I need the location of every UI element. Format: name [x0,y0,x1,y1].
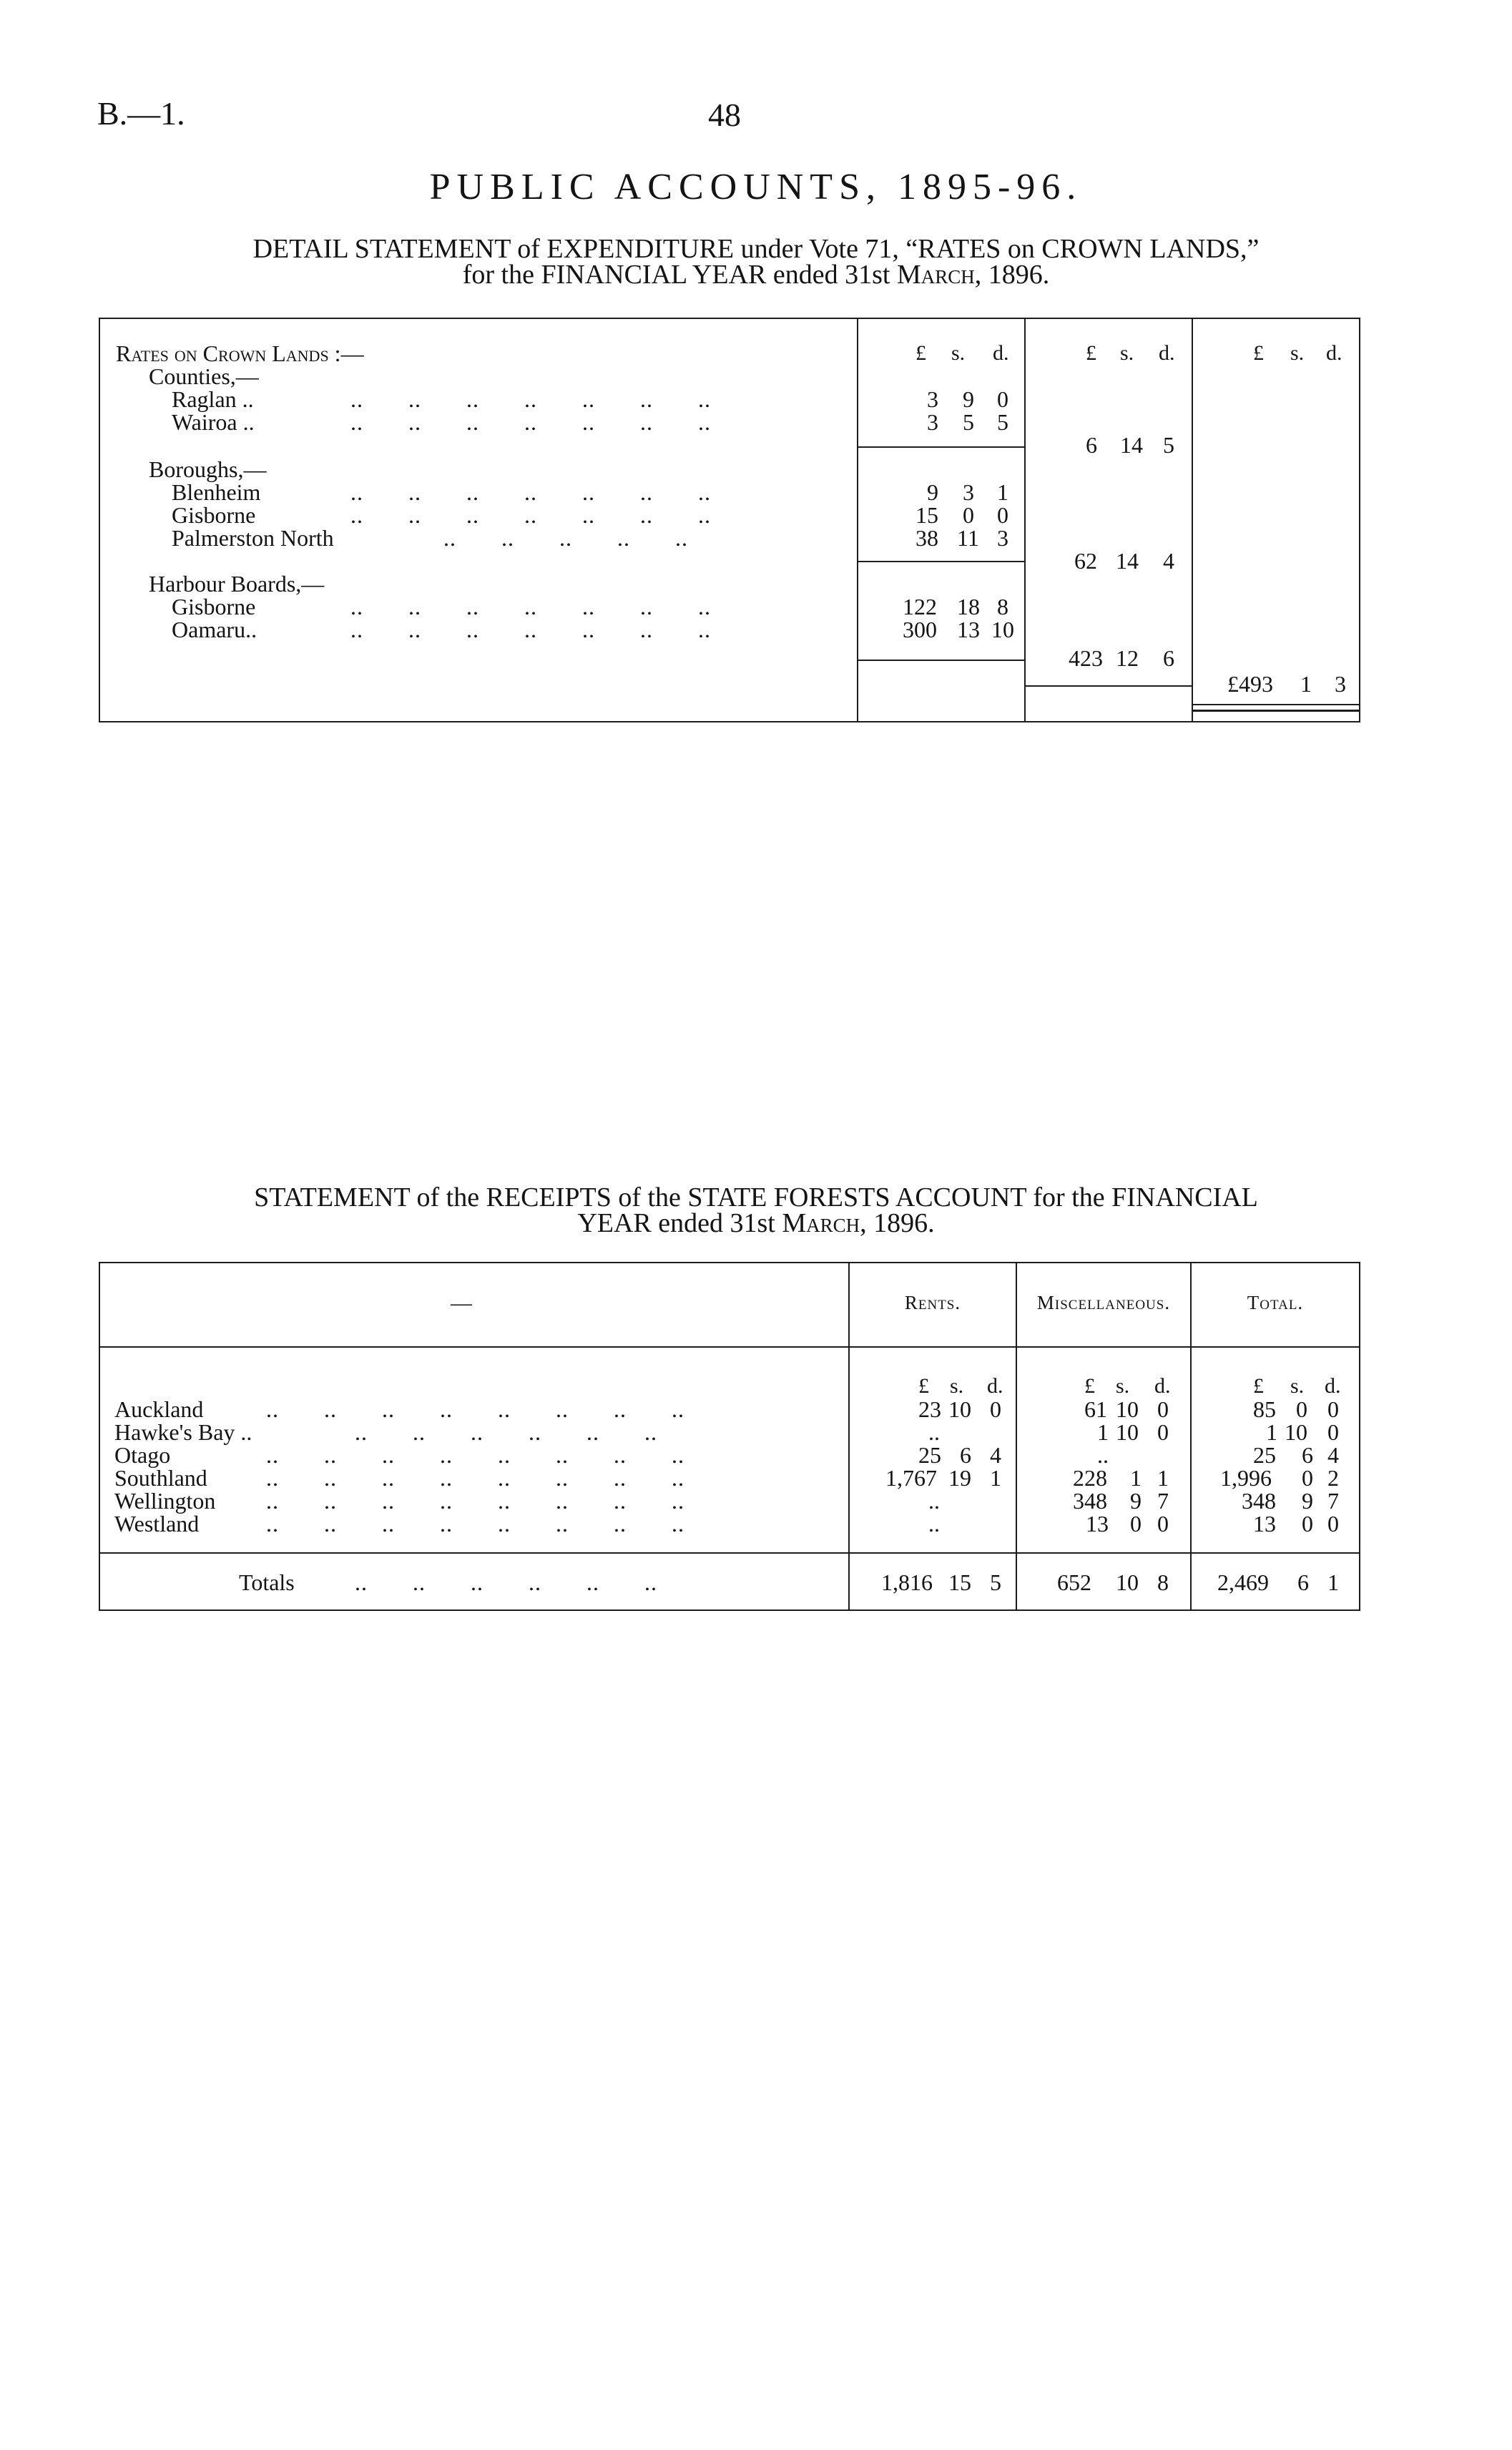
total-shilling-label: s. [1290,1374,1305,1398]
total-shillings: 0 [1302,1465,1313,1491]
total-pence: 0 [1327,1511,1339,1537]
subtotal-pounds: 423 [1069,645,1103,671]
total-shillings: 0 [1296,1396,1307,1422]
rents-pound-label: £ [918,1374,929,1398]
item-shillings: 0 [963,502,974,528]
totals-label: Totals [239,1569,295,1595]
item-pounds: 15 [915,502,938,528]
grand-total-pence: 3 [1335,671,1346,697]
total-shillings: 10 [1285,1419,1307,1445]
item-shillings: 3 [963,479,974,505]
misc-pounds: 61 [1084,1396,1107,1422]
subtotal-pence: 5 [1163,432,1174,458]
misc-shilling-label: s. [1116,1374,1130,1398]
totals-misc-pence: 8 [1157,1569,1169,1595]
table-row-name: Southland [114,1465,207,1491]
table2-caption-line1: STATEMENT of the RECEIPTS of the STATE FORESTS ACCOUNT for the FINANCIAL [254,1182,1258,1212]
item-pounds: 3 [927,386,938,412]
totals-total-pounds: 2,469 [1217,1569,1269,1595]
total-pound-label: £ [1253,1374,1264,1398]
item-name: Gisborne [172,594,256,619]
misc-pence-label: d. [1154,1374,1171,1398]
misc-shillings: 9 [1130,1488,1142,1514]
misc-pounds: 348 [1073,1488,1107,1514]
item-pence: 0 [997,386,1008,412]
grand-total-pounds: £493 [1227,671,1273,697]
col1-shilling-label: s. [951,341,966,365]
item-pence: 3 [997,525,1008,551]
rents-pence: 0 [990,1396,1001,1422]
total-pounds: 348 [1242,1488,1276,1514]
total-pence: 7 [1327,1488,1339,1514]
item-shillings: 5 [963,409,974,435]
totals-misc-pounds: 652 [1057,1569,1091,1595]
item-pence: 1 [997,479,1008,505]
rents-shilling-label: s. [950,1374,964,1398]
total-shillings: 0 [1302,1511,1313,1537]
table2-caption-line2: YEAR ended 31st March, 1896. [577,1208,935,1238]
item-pence: 5 [997,409,1008,435]
misc-pence: 0 [1157,1511,1169,1537]
item-pounds: 9 [927,479,938,505]
column-header-total: Total. [1247,1292,1304,1313]
col1-pound-label: £ [915,341,926,365]
total-pounds: 25 [1253,1442,1276,1468]
totals-rents-shillings: 15 [948,1569,971,1595]
rents-pounds: 25 [918,1442,941,1468]
misc-pounds: 13 [1086,1511,1109,1537]
rents-pence: 4 [990,1442,1001,1468]
group-label-boroughs: Boroughs,— [149,456,267,482]
table-row-name: Otago [114,1442,171,1468]
item-shillings: 13 [957,617,980,642]
table1-caption-line1: DETAIL STATEMENT of EXPENDITURE under Vote 71, “RATES on CROWN LANDS,” [252,234,1260,264]
item-name: Gisborne [172,502,256,528]
item-pence: 0 [997,502,1008,528]
subtotal-pence: 4 [1163,548,1174,574]
total-pounds: 13 [1253,1511,1276,1537]
subtotal-shillings: 14 [1116,548,1139,574]
misc-pound-label: £ [1084,1374,1095,1398]
table-row-name: Hawke's Bay .. [114,1419,252,1445]
total-pence-label: d. [1325,1374,1341,1398]
total-pence: 4 [1327,1442,1339,1468]
misc-pence: 1 [1157,1465,1169,1491]
totals-rents-pounds: 1,816 [881,1569,933,1595]
item-shillings: 9 [963,386,974,412]
item-pounds: 38 [915,525,938,551]
subtotal-shillings: 14 [1120,432,1143,458]
col2-pound-label: £ [1086,341,1096,365]
subtotal-shillings: 12 [1116,645,1139,671]
totals-misc-shillings: 10 [1116,1569,1139,1595]
rents-pounds: .. [928,1511,940,1537]
misc-pence: 0 [1157,1396,1169,1422]
group-label-harbour-boards: Harbour Boards,— [149,571,325,597]
item-name: Palmerston North [172,525,334,551]
table-row-name: Westland [114,1511,200,1537]
misc-shillings: 1 [1130,1465,1142,1491]
total-pence: 2 [1327,1465,1339,1491]
rents-pounds: .. [928,1488,940,1514]
column-header-miscellaneous: Miscellaneous. [1036,1292,1171,1313]
table-row-name: Auckland [114,1396,204,1422]
item-name: Blenheim [172,479,261,505]
rents-shillings: 19 [948,1465,971,1491]
item-pounds: 122 [903,594,937,619]
rents-shillings: 10 [948,1396,971,1422]
totals-total-pence: 1 [1327,1569,1339,1595]
forests-receipts-table: — Rents. Miscellaneous. Total. £ s. d. £ s. d. £ s. d. Auckland .. .. .. .. .. .. .. .. 23 10 0 61 10 0 85 0 0 Hawke's Bay .. .. .. .. .. .. .. .. 1 10 0 1 10 0 Otago .. .. .. .. .. .. .. .. 25 6 4 .. 25 6 4 Southland .. .. .. .. .. .. .. .. 1,767 19 1 228 1 1 1,996 0 2 Wellington .. .. .. .. .. .. .. .. .. 348 9 7 348 9 7 Westland .. .. .. .. .. .. .. .. .. 13 0 0 13 0 0 Totals .. .. .. .. .. .. 1,816 15 5 652 10 8 2,469 6 1 [0,0,1512,1645]
col2-shilling-label: s. [1120,341,1134,365]
expenditure-table: Rates on Crown Lands :— £ s. d. £ s. d. £ s. d. Counties,— Raglan .. .. .. .. .. .. .. .. 3 9 0 Wairoa .. .. .. .. .. .. .. .. 3 5 5 6 14 5 Boroughs,— Blenheim .. .. .. .. .. .. .. 9 3 1 Gisborne .. .. .. .. .. .. .. 15 0 0 Palmerston North .. .. .. .. .. 38 11 3 62 14 4 Harbour Boards,— Gisborne .. .. .. .. .. .. .. 122 18 8 Oamaru.. .. .. .. .. .. .. .. 300 13 10 423 12 6 £493 1 3 [0,0,1512,787]
item-pounds: 300 [903,617,937,642]
item-name: Wairoa .. [172,409,255,435]
misc-pounds: .. [1097,1442,1109,1468]
col3-pence-label: d. [1326,341,1342,365]
group-label-counties: Counties,— [149,363,259,389]
misc-shillings: 10 [1116,1419,1139,1445]
misc-pence: 7 [1157,1488,1169,1514]
rents-pence: 1 [990,1465,1001,1491]
misc-pounds: 228 [1073,1465,1107,1491]
item-shillings: 18 [957,594,980,619]
page-title: PUBLIC ACCOUNTS, 1895-96. [429,167,1083,207]
subtotal-pounds: 62 [1074,548,1097,574]
total-shillings: 6 [1302,1442,1313,1468]
total-pence: 0 [1327,1396,1339,1422]
total-pounds: 1,996 [1220,1465,1272,1491]
totals-total-shillings: 6 [1297,1569,1309,1595]
total-pence: 0 [1327,1419,1339,1445]
item-pence: 10 [991,617,1014,642]
rents-pounds: .. [928,1419,940,1445]
col3-shilling-label: s. [1290,341,1305,365]
table1-caption-line2: for the FINANCIAL YEAR ended 31st March, 1896. [462,260,1050,290]
page-number: 48 [708,97,741,133]
misc-pounds: 1 [1097,1419,1109,1445]
rents-pounds: 23 [918,1396,941,1422]
table1-section-heading: Rates on Crown Lands :— [116,340,364,366]
item-pence: 8 [997,594,1008,619]
misc-pence: 0 [1157,1419,1169,1445]
total-pounds: 85 [1253,1396,1276,1422]
rents-pence-label: d. [987,1374,1003,1398]
item-pounds: 3 [927,409,938,435]
total-shillings: 9 [1302,1488,1313,1514]
col1-pence-label: d. [993,341,1009,365]
total-pounds: 1 [1266,1419,1277,1445]
col2-pence-label: d. [1159,341,1175,365]
item-shillings: 11 [957,525,979,551]
table-row-name: Wellington [114,1488,216,1514]
rents-shillings: 6 [960,1442,971,1468]
misc-shillings: 10 [1116,1396,1139,1422]
document-reference: B.—1. [97,95,185,132]
misc-shillings: 0 [1130,1511,1142,1537]
grand-total-shillings: 1 [1300,671,1312,697]
item-name: Oamaru.. [172,617,257,642]
stub-header: — [451,1291,472,1315]
item-name: Raglan .. [172,386,254,412]
subtotal-pounds: 6 [1086,432,1097,458]
subtotal-pence: 6 [1163,645,1174,671]
column-header-rents: Rents. [904,1292,961,1313]
col3-pound-label: £ [1253,341,1264,365]
totals-rents-pence: 5 [990,1569,1001,1595]
rents-pounds: 1,767 [885,1465,937,1491]
